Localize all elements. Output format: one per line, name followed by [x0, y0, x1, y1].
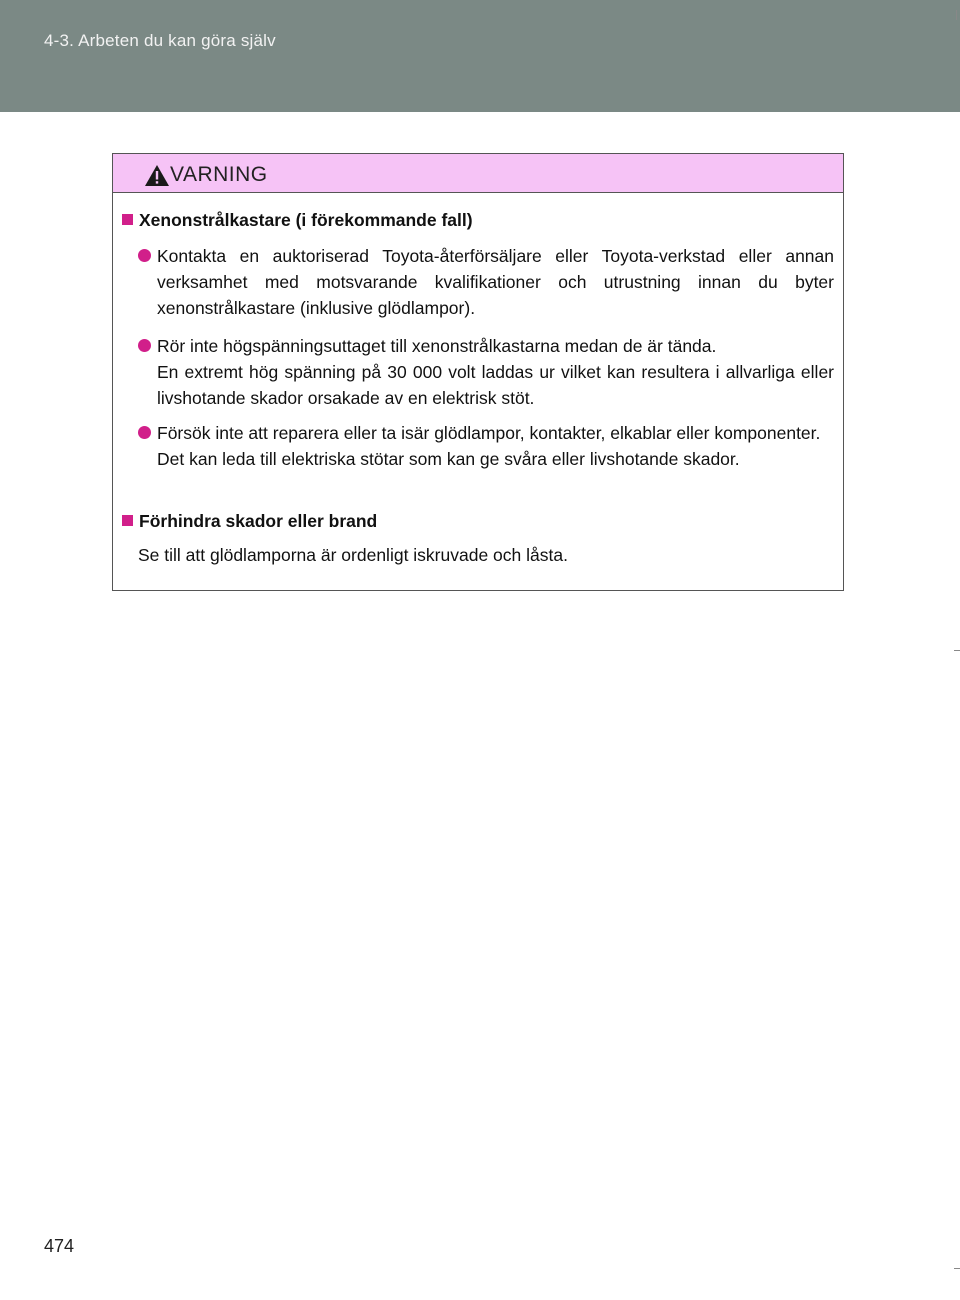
list-item: [138, 243, 834, 321]
item-text: Kontakta en auktoriserad Toyota-återförsäljare eller Toyota-verkstad eller annan verksamhet med motsvarande kvalifikationer och utrustning innan du byter xenonstrålkastare (inklusive glödlampor).: [157, 246, 834, 318]
warning-box: [112, 153, 844, 591]
warning-header: [113, 154, 843, 193]
item-text: En extremt hög spänning på 30 000 volt laddas ur vilket kan resultera i allvarliga eller livshotande skador orsakade av en elektrisk stöt.: [157, 362, 834, 408]
item-text: Rör inte högspänningsuttaget till xenonstrålkastarna medan de är tända.: [157, 336, 717, 356]
list-item: [138, 420, 834, 472]
round-bullet-icon: [138, 426, 151, 439]
list-item: [138, 333, 834, 411]
warning-title: VARNING: [170, 163, 268, 186]
crop-mark: [954, 650, 960, 651]
item-text: Försök inte att reparera eller ta isär glödlampor, kontakter, elkablar eller komponenter.: [157, 423, 821, 443]
section-heading: Xenonstrålkastare (i förekommande fall): [122, 207, 473, 233]
section-title: 4-3. Arbeten du kan göra själv: [44, 31, 276, 50]
round-bullet-icon: [138, 249, 151, 262]
square-bullet-icon: [122, 214, 133, 225]
warning-triangle-icon: [144, 164, 170, 187]
page-number: 474: [44, 1236, 75, 1256]
section-text: Se till att glödlamporna är ordenligt iskruvade och låsta.: [138, 545, 568, 565]
crop-mark: [956, 10, 957, 20]
square-bullet-icon: [122, 515, 133, 526]
section-heading: Förhindra skador eller brand: [122, 508, 377, 534]
page-header: [0, 0, 960, 112]
round-bullet-icon: [138, 339, 151, 352]
crop-mark: [954, 1268, 960, 1269]
item-text: Det kan leda till elektriska stötar som kan ge svåra eller livshotande skador.: [157, 449, 740, 469]
